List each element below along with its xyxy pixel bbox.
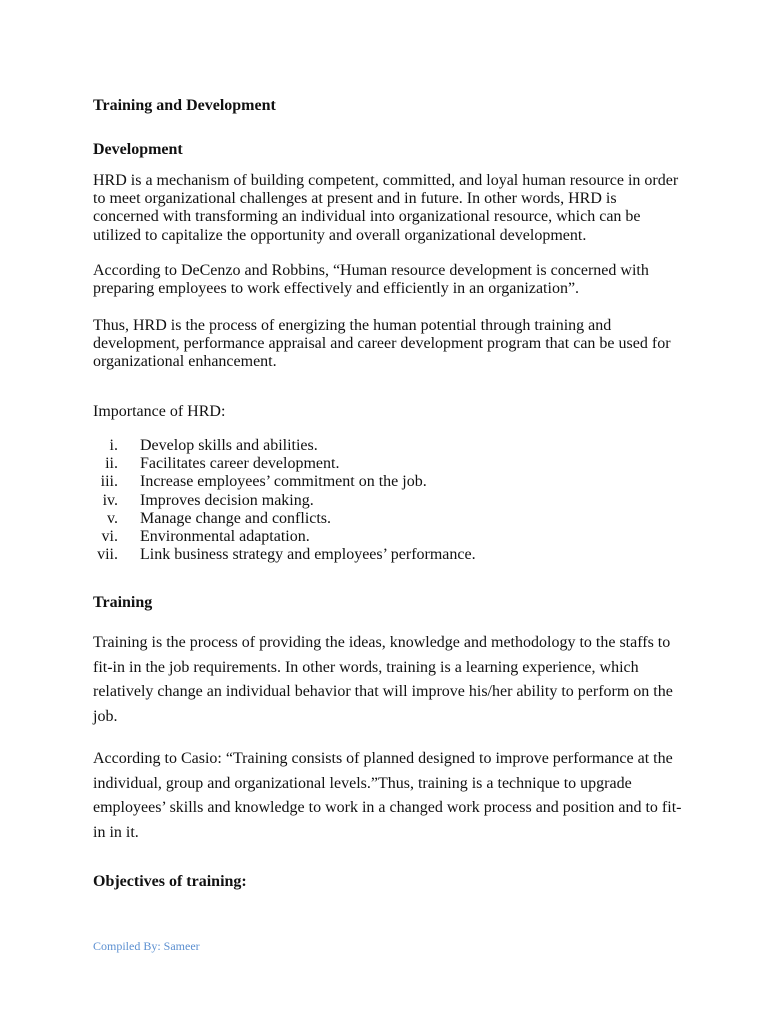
importance-list (80, 437, 600, 564)
document-title-block (93, 96, 683, 115)
development-paragraph-1: HRD is a mechanism of building competent, committed, and loyal human resource in order to meet organizational challenges at present and in future. In other words, HRD is concerned with transforming an individual into organizational resource, which can be utilized to capitalize the opportunity and overall organizational development. (93, 172, 679, 244)
training-heading: Training (93, 594, 153, 611)
training-paragraph-1: Training is the process of providing the ideas, knowledge and methodology to the staffs to fit-in in the job requirements. In other words, training is a learning experience, which relatively change an individual behavior that will improve his/her ability to perform on the job. (93, 634, 673, 725)
list-item-text: Environmental adaptation. (140, 527, 310, 545)
development-paragraph-3-block (93, 317, 683, 372)
list-item-number: i. (109, 437, 118, 454)
development-paragraph-2: According to DeCenzo and Robbins, “Human resource development is concerned with preparing employees to work effectively and efficiently in an organization”. (93, 262, 649, 298)
development-heading-block (93, 140, 683, 159)
importance-label-block (93, 403, 683, 421)
list-item (80, 546, 600, 564)
objectives-heading-block (93, 872, 683, 891)
list-item (80, 455, 600, 473)
list-item-number: vii. (97, 546, 118, 564)
list-item-text: Increase employees’ commitment on the job. (140, 473, 427, 491)
training-paragraph-2: According to Casio: “Training consists of planned designed to improve performance at the individual, group and organizational levels.”Thus, training is a technique to upgrade employees’ skills and knowledge to work in a changed work process and position and to fit-in in it. (93, 750, 682, 841)
list-item-text: Develop skills and abilities. (140, 437, 318, 454)
list-item-number: vi. (101, 527, 118, 545)
list-item-number: iii. (100, 473, 118, 491)
importance-label: Importance of HRD: (93, 403, 226, 420)
list-item-text: Manage change and conflicts. (140, 509, 332, 527)
development-paragraph-2-block (93, 262, 683, 298)
list-item (80, 492, 600, 510)
list-item-number: iv. (102, 491, 118, 509)
training-paragraph-2-block (93, 747, 683, 845)
list-item (80, 437, 600, 455)
list-item (80, 528, 600, 546)
development-paragraph-1-block (93, 172, 683, 245)
list-item (80, 473, 600, 491)
document-title: Training and Development (93, 97, 276, 114)
development-paragraph-3: Thus, HRD is the process of energizing the human potential through training and development, performance appraisal and career development program that can be used for organizational enhancement. (93, 317, 671, 371)
footer-credit: Compiled By: Sameer (93, 939, 200, 953)
list-item-number: v. (107, 509, 118, 527)
objectives-heading: Objectives of training: (93, 873, 247, 890)
list-item-text: Improves decision making. (140, 491, 314, 509)
development-heading: Development (93, 141, 183, 158)
list-item-text: Facilitates career development. (140, 455, 340, 473)
training-heading-block (93, 593, 683, 612)
training-paragraph-1-block (93, 631, 683, 729)
list-item-number: ii. (105, 455, 118, 473)
list-item-text: Link business strategy and employees’ performance. (140, 546, 476, 564)
list-item (80, 510, 600, 528)
